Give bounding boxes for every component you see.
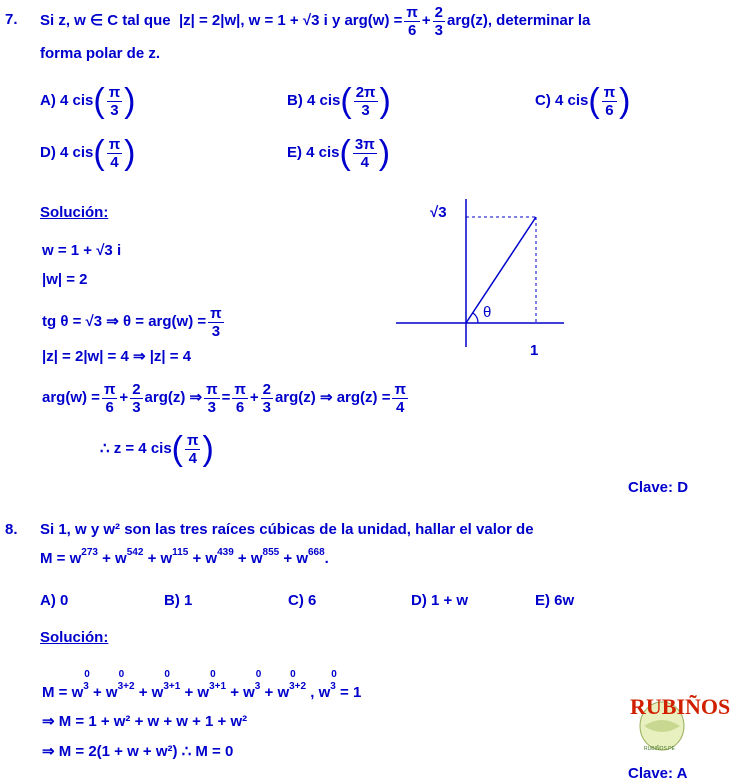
- problem-8-statement-line2: $M = w^{273} + w^{542} + w^{115} + w^{439} + w^{855} + w^{668}$.: [40, 547, 329, 567]
- graph-y-label: √3: [430, 204, 447, 221]
- stmt-abs: |z| = 2|w|, w = 1 + √3 i y arg(w) =: [178, 12, 403, 29]
- sol8-line2: ⇒ M = 1 + w² + w + w + 1 + w²: [42, 713, 248, 730]
- sol7-line2: |w| = 2: [42, 271, 88, 288]
- logo-subtext: RUBIÑOS.PE: [644, 746, 675, 752]
- option-c[interactable]: C) 4 cis ( $\frac{\pi}{6}$ ): [535, 82, 631, 120]
- vector-w: [466, 217, 536, 323]
- complex-plane-graph: [390, 195, 570, 365]
- p8-option-b[interactable]: B) 1: [164, 592, 193, 609]
- sol8-line1: M = w 0 $^3$ + w 0 $^{3+2}$ + w 0 $^{3+1}$ + w 0 $^{3+1}$ + w 0 $^3$ + w 0 $^{3+2}$ , w 0 $^3$ = 1: [42, 669, 362, 701]
- option-a[interactable]: A) 4 cis ( $\frac{\pi}{3}$ ): [40, 82, 136, 120]
- p8-option-c[interactable]: C) 6: [288, 592, 317, 609]
- sol7-line3: tg θ = √3 ⇒ θ = arg(w) = $\frac{\pi}{3}$: [42, 304, 222, 340]
- p8-option-e[interactable]: E) 6w: [535, 592, 575, 609]
- problem-7-number: 7.: [5, 11, 18, 28]
- option-b[interactable]: B) 4 cis ( $\frac{2\pi}{3}$ ): [287, 82, 391, 120]
- graph-x-label: 1: [530, 342, 539, 359]
- clave-7: Clave: D: [628, 479, 689, 496]
- p8-option-d[interactable]: D) 1 + w: [411, 592, 469, 609]
- rubinos-logo: [630, 686, 730, 758]
- angle-arc: [473, 313, 478, 323]
- clave-8: Clave: A: [628, 765, 688, 782]
- sol7-line5: arg(w) = $\frac{\pi}{6}$ + $\frac{2}{3}$ arg(z) ⇒ $\frac{\pi}{3}$ = $\frac{\pi}{6}$ + $\frac{2}{3}$ arg(z) ⇒ arg(z) = $\frac{\pi}{4}$: [42, 380, 406, 416]
- p8-option-a[interactable]: A) 0: [40, 592, 69, 609]
- plus: +: [421, 12, 431, 29]
- stmt-pre: Si z, w ∈ C tal que: [40, 12, 171, 29]
- frac-2-3: $\frac{2}{3}$: [434, 3, 443, 39]
- sol8-line3: ⇒ M = 2(1 + w + w²) ∴ M = 0: [42, 743, 234, 760]
- problem-7-statement-line2: forma polar de z.: [40, 45, 161, 62]
- graph-angle-label: θ: [483, 304, 492, 321]
- solution-heading-7: Solución:: [40, 204, 109, 221]
- sol7-line1: w = 1 + √3 i: [42, 242, 122, 259]
- problem-8-statement-line1: Si 1, w y w² son las tres raíces cúbicas de la unidad, hallar el valor de: [40, 521, 534, 538]
- frac-pi-6: $\frac{\pi}{6}$: [406, 3, 418, 39]
- problem-7-statement: [40, 3, 590, 39]
- sol7-line4: |z| = 2|w| = 4 ⇒ |z| = 4: [42, 348, 192, 365]
- option-e[interactable]: E) 4 cis ( $\frac{3\pi}{4}$ ): [287, 134, 391, 172]
- problem-8-number: 8.: [5, 521, 18, 538]
- stmt-post: arg(z), determinar la: [446, 12, 591, 29]
- option-d[interactable]: D) 4 cis ( $\frac{\pi}{4}$ ): [40, 134, 136, 172]
- solution-heading-8: Solución:: [40, 629, 109, 646]
- logo-text: RUBIÑOS: [630, 694, 730, 719]
- sol7-line6: ∴ z = 4 cis ( $\frac{\pi}{4}$ ): [100, 430, 214, 468]
